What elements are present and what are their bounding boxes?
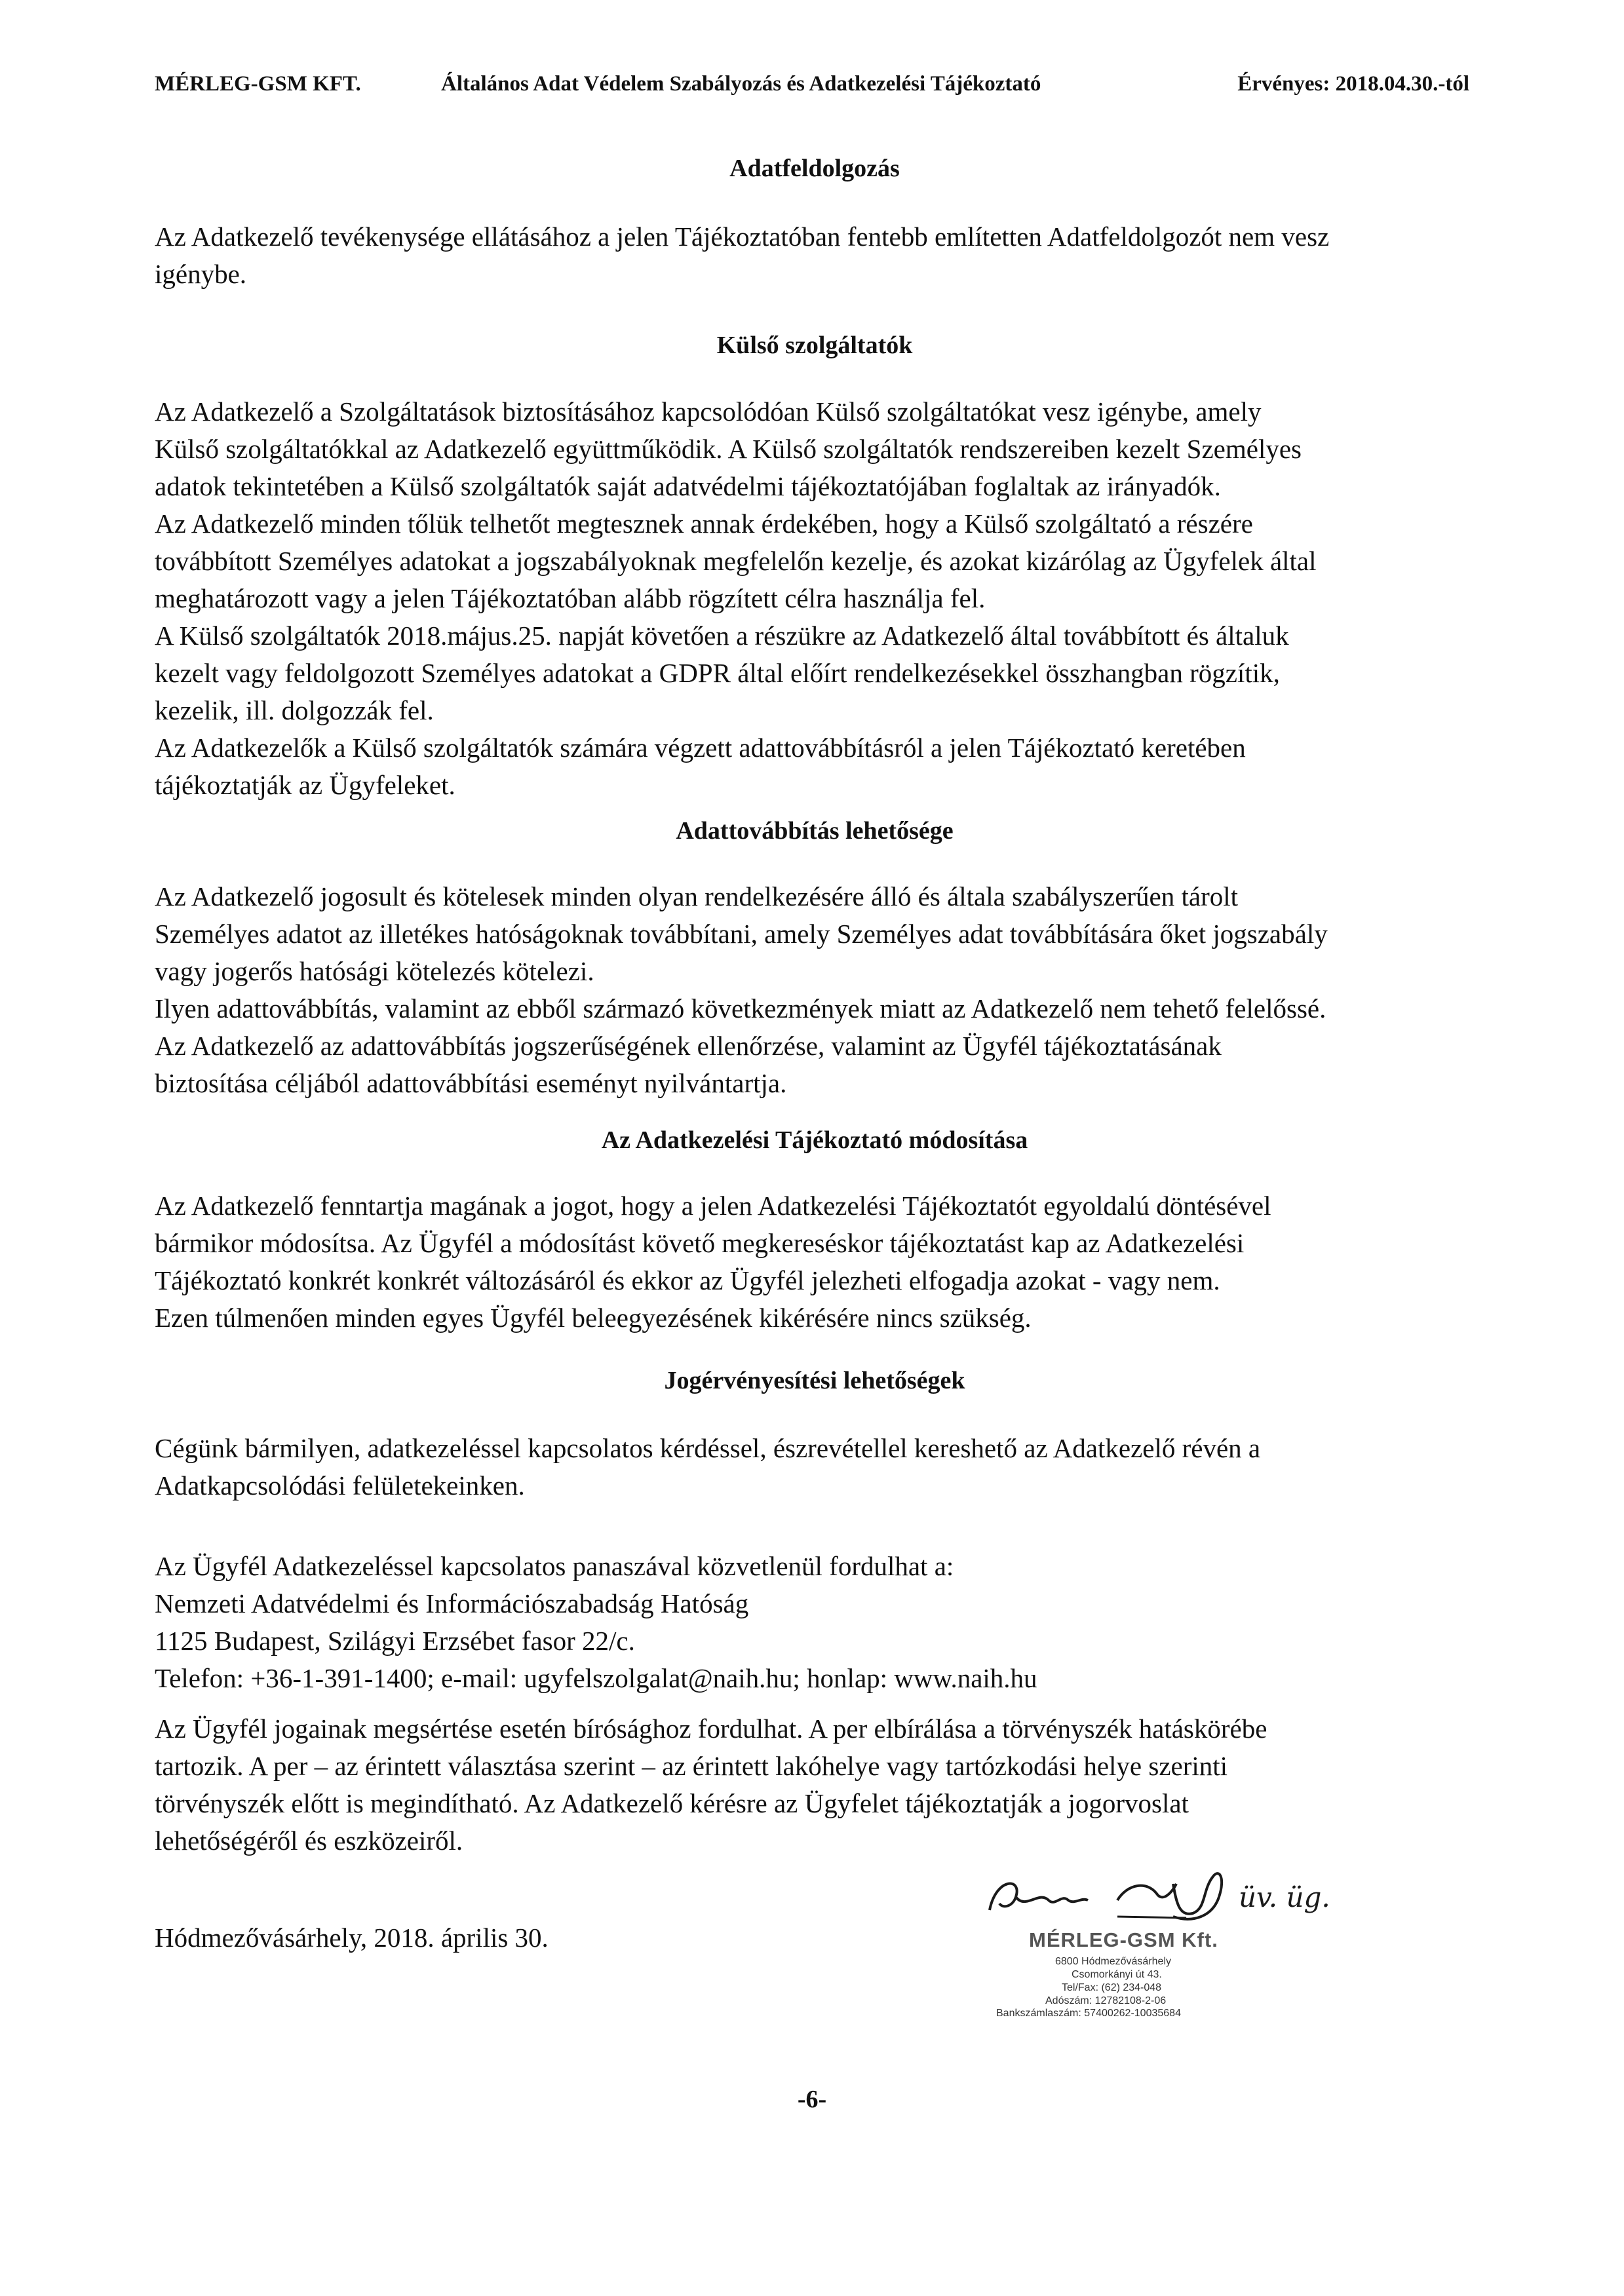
signature-image: [976, 1864, 1344, 1930]
paragraph-adattovabbitas: Az Adatkezelő jogosult és kötelesek minden olyan rendelkezésére álló és általa szabályszerűen tárolt Személyes adatot az illetékes hatóságoknak továbbítani, amely Személyes adat továbbítására őket jogszabály vagy jogerős hatósági kötelezés kötelezi. Ilyen adattovábbítás, valamint az ebből származó következmények miatt az Adatkezelő nem tehető felelőssé. Az Adatkezelő az adattovábbítás jogszerűségének ellenőrzése, valamint az Ügyfél tájékoztatásának biztosítása céljából adattovábbítási eseményt nyilvántartja.: [155, 881, 1328, 1098]
company-stamp: [976, 1864, 1344, 2019]
heading-jogervenyesites: Jogérvényesítési lehetőségek: [664, 1367, 965, 1394]
heading-tajekoztato-modositasa: Az Adatkezelési Tájékoztató módosítása: [601, 1126, 1028, 1154]
header-title: Általános Adat Védelem Szabályozás és Adatkezelési Tájékoztató: [441, 72, 1041, 96]
paragraph-jogervenyesites-1: Cégünk bármilyen, adatkezeléssel kapcsolatos kérdéssel, észrevétellel kereshető az Adatkezelő révén a Adatkapcsolódási felületekeinken.: [155, 1433, 1261, 1501]
paragraph-jogervenyesites-3: Az Ügyfél jogainak megsértése esetén bírósághoz fordulhat. A per elbírálása a törvényszék hatáskörébe tartozik. A per – az érintett választása szerint – az érintett lakóhelye vagy tartózkodási helye szerinti törvényszék előtt is megindítható. Az Adatkezelő kérésre az Ügyfelet tájékoztatják a jogorvoslat lehetőségéről és eszközeiről.: [155, 1713, 1267, 1856]
stamp-bank-account: Bankszámlaszám: 57400262-10035684: [996, 2008, 1181, 2019]
paragraph-kulso-szolgaltatok: Az Adatkezelő a Szolgáltatások biztosításához kapcsolódóan Külső szolgáltatókat vesz igénybe, amely Külső szolgáltatókkal az Adatkezelő együttműködik. A Külső szolgáltatók rendszereiben kezelt Személyes adatok tekintetében a Külső szolgáltatók saját adatvédelmi tájékoztatójában foglaltak az irányadók. Az Adatkezelő minden tőlük telhetőt megtesznek annak érdekében, hogy a Külső szolgáltató a részére továbbított Személyes adatokat a jogszabályoknak megfelelőn kezelje, és azokat kizárólag az Ügyfelek által meghatározott vagy a jelen Tájékoztatóban alább rögzített célra használja fel. A Külső szolgáltatók 2018.május.25. napját követően a részükre az Adatkezelő által továbbított és általuk kezelt vagy feldolgozott Személyes adatokat a GDPR által előírt rendelkezésekkel összhangban rögzítik, kezelik, ill. dolgozzák fel. Az Adatkezelők a Külső szolgáltatók számára végzett adattovábbításról a jelen Tájékoztató keretében tájékoztatják az Ügyfeleket.: [155, 396, 1317, 800]
heading-adatfeldolgozas: Adatfeldolgozás: [729, 155, 900, 182]
heading-adattovabbitas: Adattovábbítás lehetősége: [676, 817, 954, 845]
stamp-phone: Tel/Fax: (62) 234-048: [1062, 1982, 1162, 1993]
header-company: MÉRLEG-GSM KFT.: [155, 72, 361, 96]
signature-suffix: üv. üg.: [1239, 1881, 1330, 1913]
page-header: [155, 72, 1469, 105]
paragraph-jogervenyesites-2: Az Ügyfél Adatkezeléssel kapcsolatos panaszával közvetlenül fordulhat a: Nemzeti Adatvédelmi és Információszabadság Hatóság 1125 Budapest, Szilágyi Erzsébet fasor 22/c. Telefon: +36-1-391-1400; e-mail: ugyfelszolgalat@naih.hu; honlap: www.naih.hu: [155, 1551, 1037, 1693]
place-date: Hódmezővásárhely, 2018. április 30.: [155, 1923, 549, 1953]
header-validity: Érvényes: 2018.04.30.-tól: [1237, 72, 1469, 96]
heading-kulso-szolgaltatok: Külső szolgáltatók: [716, 332, 913, 359]
paragraph-tajekoztato-modositasa: Az Adatkezelő fenntartja magának a jogot, hogy a jelen Adatkezelési Tájékoztatót egyoldalú döntésével bármikor módosítsa. Az Ügyfél a módosítást követő megkereséskor tájékoztatást kap az Adatkezelési Tájékoztató konkrét konkrét változásáról és ekkor az Ügyfél jelezheti elfogadja azokat - vagy nem. Ezen túlmenően minden egyes Ügyfél beleegyezésének kikérésére nincs szükség.: [155, 1191, 1271, 1333]
stamp-tax-number: Adószám: 12782108-2-06: [1045, 1995, 1167, 2006]
stamp-address-street: Csomorkányi út 43.: [1072, 1969, 1162, 1980]
stamp-address-city: 6800 Hódmezővásárhely: [1055, 1956, 1171, 1967]
stamp-company: MÉRLEG-GSM Kft.: [1029, 1928, 1218, 1951]
paragraph-adatfeldolgozas: Az Adatkezelő tevékenysége ellátásához a jelen Tájékoztatóban fentebb említetten Adatfeldolgozót nem vesz igénybe.: [155, 221, 1330, 289]
page-number: -6-: [797, 2086, 827, 2113]
